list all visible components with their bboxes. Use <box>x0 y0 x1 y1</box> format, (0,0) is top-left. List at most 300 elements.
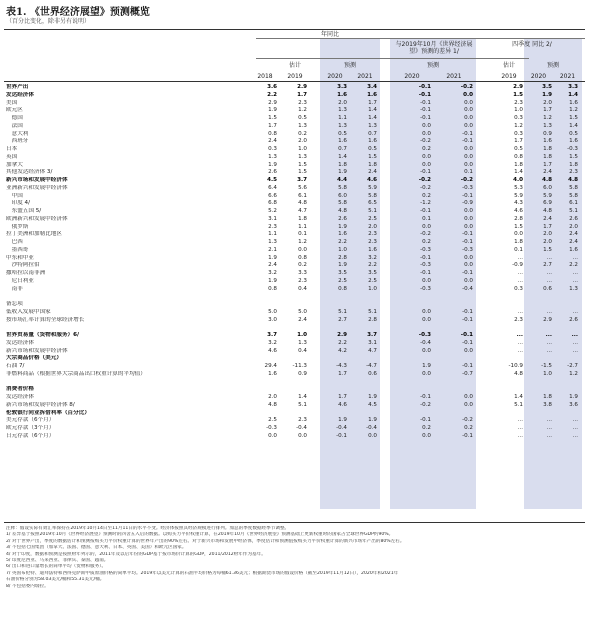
column-gap <box>310 231 320 239</box>
value-cell: ... <box>517 270 523 276</box>
column-gap <box>310 247 320 255</box>
value-cell: 1.6 <box>368 138 377 145</box>
column-gap <box>310 371 320 379</box>
value-cell: 6.1 <box>569 200 578 207</box>
row-label: 新兴市场和发展中经济体 <box>6 177 68 183</box>
value-cell: 4.8 <box>298 200 307 207</box>
column-gap <box>380 100 392 108</box>
row-label: 发达经济体 <box>6 91 34 98</box>
value-cell: 1.2 <box>298 239 307 245</box>
value-cell: -0.1 <box>336 432 347 439</box>
value-cell: -11.3 <box>292 363 307 369</box>
value-cell: 0.7 <box>368 130 377 137</box>
value-cell: 4.2 <box>338 347 347 354</box>
value-cell <box>250 301 280 309</box>
value-cell: 0.8 <box>514 153 523 160</box>
value-cell: 2.3 <box>368 231 377 238</box>
value-cell: 3.3 <box>298 270 307 276</box>
value-cell: 1.6 <box>543 138 552 145</box>
table-row <box>6 278 581 286</box>
table-row <box>6 231 581 239</box>
value-cell: -0.1 <box>420 107 431 114</box>
value-cell: 0.2 <box>464 425 473 431</box>
value-cell <box>392 386 434 394</box>
table-subtitle: （百分比变化，除非另有说明） <box>6 18 91 25</box>
value-cell: ... <box>517 425 523 431</box>
table-row <box>6 239 581 247</box>
value-cell: 5.0 <box>298 308 307 315</box>
value-cell: 4.8 <box>542 177 552 183</box>
value-cell: 0.5 <box>338 130 347 137</box>
value-cell <box>350 293 380 301</box>
column-gap <box>380 355 392 363</box>
footnote: 2/ 对于世界产出，季度的数据估计和预测按购买力平价权重计算的世界年产出的90%左右。对于新兴市场和发展中经济体，季度估计和预测值按购买力平价权重计算的新兴市场年产出的80%左右。 <box>6 538 405 544</box>
year-col-9: 2021 <box>559 73 576 80</box>
value-cell: 1.4 <box>569 122 578 129</box>
value-cell <box>555 386 581 394</box>
table-bottom-rule <box>4 522 585 523</box>
column-gap <box>380 131 392 139</box>
value-cell: 0.0 <box>422 347 431 354</box>
value-cell: -0.1 <box>462 192 473 199</box>
value-cell <box>350 410 380 418</box>
row-label: 德国 <box>6 115 23 121</box>
column-gap <box>310 309 320 317</box>
value-cell: 2.0 <box>298 138 307 145</box>
value-cell: 1.2 <box>298 107 307 114</box>
value-cell: ... <box>572 308 578 315</box>
column-gap <box>380 247 392 255</box>
row-label: 发达经济体 <box>6 394 34 400</box>
value-cell <box>526 324 555 332</box>
row-label: 备忘项 <box>6 301 23 307</box>
table-row <box>6 115 581 123</box>
value-cell: 0.0 <box>514 231 523 238</box>
column-gap <box>380 293 392 301</box>
value-cell: 1.9 <box>368 394 377 400</box>
column-gap <box>310 348 320 356</box>
value-cell: 3.5 <box>368 270 377 276</box>
value-cell: 6.0 <box>543 184 552 191</box>
column-gap <box>476 193 496 201</box>
column-gap <box>476 363 496 371</box>
row-label: 墨西哥 <box>6 246 29 253</box>
row-label: 世界贸易量（货物和服务）6/ <box>6 332 80 338</box>
table-row <box>6 100 581 108</box>
value-cell: 0.0 <box>422 153 431 160</box>
value-cell: 0.0 <box>464 223 473 230</box>
row-label: 伦敦银行同业拆借利率（百分比） <box>6 409 90 416</box>
row-label: 其他发达经济体 3/ <box>6 169 53 176</box>
row-label <box>6 293 250 301</box>
value-cell: -0.4 <box>336 425 347 431</box>
value-cell: -0.3 <box>420 262 431 269</box>
column-gap <box>380 371 392 379</box>
value-cell: 1.7 <box>268 122 277 129</box>
header-forecast-1: 预测 <box>343 62 356 69</box>
table-row <box>6 286 581 294</box>
column-gap <box>310 262 320 270</box>
value-cell: 0.0 <box>422 122 431 129</box>
row-label: 日本 <box>6 146 18 152</box>
value-cell: -0.3 <box>420 246 431 253</box>
column-gap <box>310 115 320 123</box>
row-label: 俄罗斯 <box>6 223 29 230</box>
column-gap <box>310 278 320 286</box>
value-cell: 0.0 <box>298 246 307 253</box>
value-cell: 2.6 <box>569 316 578 323</box>
value-cell: 2.0 <box>543 239 552 245</box>
value-cell: 3.8 <box>543 401 552 408</box>
row-label: 加拿大 <box>6 161 23 168</box>
value-cell: 1.0 <box>298 146 307 152</box>
row-label <box>6 379 250 387</box>
value-cell: 0.5 <box>514 146 523 152</box>
value-cell: 0.0 <box>298 432 307 439</box>
value-cell: 1.6 <box>569 138 578 145</box>
column-gap <box>380 208 392 216</box>
value-cell <box>392 301 434 309</box>
column-gap <box>380 270 392 278</box>
value-cell: 2.4 <box>543 169 552 176</box>
column-gap <box>380 402 392 410</box>
value-cell: 1.1 <box>268 231 277 238</box>
value-cell: 1.5 <box>298 161 307 168</box>
value-cell <box>526 301 555 309</box>
value-cell: 29.4 <box>264 363 277 369</box>
value-cell: 0.0 <box>422 277 431 284</box>
value-cell: 4.8 <box>543 208 552 214</box>
value-cell: 4.0 <box>513 177 523 183</box>
value-cell: 3.1 <box>268 215 277 222</box>
value-cell: 1.8 <box>368 161 377 168</box>
value-cell: -0.1 <box>420 254 431 261</box>
header-yoy: 年同比 <box>320 31 339 38</box>
row-label: 撒哈拉以南非洲 <box>6 270 46 276</box>
value-cell: ... <box>517 417 523 424</box>
value-cell: 2.3 <box>514 316 523 323</box>
table-row <box>6 317 581 325</box>
value-cell: 0.0 <box>464 401 473 408</box>
value-cell: -0.3 <box>420 285 431 292</box>
value-cell: 4.4 <box>337 177 347 183</box>
column-gap <box>476 224 496 232</box>
table-row <box>6 332 581 340</box>
value-cell: 4.7 <box>368 347 377 354</box>
row-label: 印度 4/ <box>6 200 31 207</box>
table-row <box>6 154 581 162</box>
value-cell <box>320 301 350 309</box>
value-cell: 6.9 <box>543 200 552 207</box>
value-cell: 1.5 <box>298 169 307 176</box>
value-cell: 0.8 <box>268 130 277 137</box>
column-gap <box>476 138 496 146</box>
year-col-5: 2020 <box>404 73 420 80</box>
year-col-7: 2019 <box>501 73 517 80</box>
column-gap <box>310 301 320 309</box>
value-cell: 1.5 <box>569 115 578 121</box>
value-cell <box>280 386 310 394</box>
value-cell: 0.6 <box>368 370 377 377</box>
table-row <box>6 107 581 115</box>
value-cell: -0.3 <box>462 246 473 253</box>
row-label: 西班牙 <box>6 138 29 145</box>
value-cell: 1.3 <box>268 239 277 245</box>
year-col-1: 2018 <box>257 73 273 80</box>
value-cell: 2.8 <box>338 254 347 261</box>
value-cell: 0.1 <box>298 231 307 238</box>
column-gap <box>310 193 320 201</box>
value-cell <box>320 410 350 418</box>
value-cell: 5.9 <box>514 192 523 199</box>
value-cell: 5.3 <box>514 184 523 191</box>
value-cell: 2.3 <box>368 239 377 245</box>
footnote: 6/ 出口和进口量增长的简单平均（货物和服务）。 <box>6 564 107 570</box>
row-label: 尼日利亚 <box>6 277 34 284</box>
value-cell: 4.6 <box>268 347 277 354</box>
value-cell: 5.8 <box>368 192 377 199</box>
column-gap <box>476 92 496 100</box>
value-cell: 0.4 <box>298 285 307 292</box>
value-cell: 6.6 <box>268 192 277 199</box>
value-cell <box>392 324 434 332</box>
table-row <box>6 92 581 100</box>
row-label: 欧洲新兴和发展中经济体 <box>6 215 68 222</box>
value-cell: 5.1 <box>368 308 377 315</box>
value-cell: 2.6 <box>268 169 277 176</box>
column-gap <box>310 425 320 433</box>
value-cell: 1.8 <box>569 161 578 168</box>
value-cell: 1.9 <box>268 161 277 168</box>
value-cell: 1.9 <box>422 363 431 369</box>
value-cell: 0.0 <box>463 91 473 98</box>
table-row <box>6 340 581 348</box>
value-cell: 1.2 <box>569 370 578 377</box>
value-cell: 3.5 <box>542 84 552 90</box>
value-cell: 4.3 <box>514 200 523 207</box>
value-cell: 2.9 <box>297 84 307 90</box>
value-cell <box>280 293 310 301</box>
column-gap <box>476 386 496 394</box>
table-row <box>6 410 581 418</box>
value-cell: -0.2 <box>460 177 473 183</box>
column-gap <box>476 177 496 185</box>
value-cell: 0.0 <box>368 432 377 439</box>
value-cell: 1.3 <box>368 122 377 129</box>
value-cell: ... <box>572 417 578 424</box>
value-cell: 5.1 <box>338 308 347 315</box>
value-cell <box>250 386 280 394</box>
value-cell: 4.8 <box>568 177 578 183</box>
value-cell <box>526 379 555 387</box>
value-cell <box>526 386 555 394</box>
value-cell <box>320 355 350 363</box>
table-row <box>6 433 581 441</box>
value-cell: 0.8 <box>268 285 277 292</box>
row-label: 美国 <box>6 99 18 106</box>
value-cell: -0.9 <box>462 200 473 207</box>
column-gap <box>380 216 392 224</box>
value-cell: 0.2 <box>422 192 431 199</box>
column-gap <box>380 162 392 170</box>
row-label: 日元存款（6个月） <box>6 432 55 439</box>
column-gap <box>476 247 496 255</box>
value-cell: 0.0 <box>464 146 473 152</box>
value-cell: -0.3 <box>418 332 431 338</box>
value-cell: 0.9 <box>298 370 307 377</box>
value-cell: 1.9 <box>368 417 377 424</box>
column-gap <box>310 100 320 108</box>
value-cell: 4.5 <box>368 401 377 408</box>
column-gap <box>380 239 392 247</box>
column-gap <box>380 417 392 425</box>
value-cell: 0.0 <box>422 308 431 315</box>
column-gap <box>310 317 320 325</box>
header-mid-rule <box>256 38 585 39</box>
column-gap <box>310 154 320 162</box>
value-cell: 1.5 <box>368 153 377 160</box>
row-label: 消费者价格 <box>6 386 34 393</box>
column-gap <box>310 417 320 425</box>
value-cell <box>392 379 434 387</box>
value-cell: 1.4 <box>514 169 523 176</box>
value-cell: 1.5 <box>268 115 277 121</box>
value-cell: 3.2 <box>368 254 377 261</box>
value-cell: 1.4 <box>298 394 307 400</box>
column-gap <box>380 286 392 294</box>
value-cell <box>392 293 434 301</box>
value-cell: 0.2 <box>422 146 431 152</box>
value-cell: 5.9 <box>368 184 377 191</box>
column-gap <box>310 255 320 263</box>
value-cell: -4.3 <box>336 363 347 369</box>
row-label: 大宗商品价格（美元） <box>6 355 62 362</box>
value-cell: 0.0 <box>464 107 473 114</box>
table-row <box>6 123 581 131</box>
footnotes <box>6 526 583 590</box>
column-gap <box>310 138 320 146</box>
column-gap <box>476 301 496 309</box>
value-cell: 1.0 <box>297 332 307 338</box>
year-col-6: 2021 <box>446 73 462 80</box>
value-cell: -1.5 <box>541 363 552 369</box>
value-cell: 1.4 <box>568 91 578 98</box>
table-row <box>6 177 581 185</box>
table-row <box>6 224 581 232</box>
value-cell: 6.0 <box>338 192 347 199</box>
value-cell: 0.0 <box>464 153 473 160</box>
column-gap <box>476 162 496 170</box>
value-cell <box>434 410 476 418</box>
value-cell: 2.2 <box>569 262 578 269</box>
value-cell: 0.3 <box>514 285 523 292</box>
column-gap <box>476 425 496 433</box>
column-gap <box>380 84 392 92</box>
value-cell: 0.0 <box>422 130 431 137</box>
value-cell <box>350 379 380 387</box>
row-label: 亚洲新兴和发展中经济体 <box>6 184 68 191</box>
column-gap <box>310 169 320 177</box>
value-cell: 3.1 <box>368 339 377 346</box>
value-cell: 0.0 <box>422 370 431 377</box>
value-cell <box>350 355 380 363</box>
value-cell: 2.0 <box>569 223 578 230</box>
column-gap <box>476 340 496 348</box>
value-cell: 2.2 <box>368 262 377 269</box>
value-cell: -4.7 <box>366 363 377 369</box>
value-cell: ... <box>571 332 578 338</box>
forecast-table <box>6 84 581 441</box>
value-cell: 1.4 <box>368 107 377 114</box>
table-row <box>6 301 581 309</box>
value-cell: 2.2 <box>338 339 347 346</box>
value-cell: 5.1 <box>514 401 523 408</box>
value-cell: 2.0 <box>543 99 552 106</box>
value-cell: 1.5 <box>514 223 523 230</box>
value-cell: 1.7 <box>543 161 552 168</box>
value-cell: 6.5 <box>368 200 377 207</box>
value-cell: 1.3 <box>569 285 578 292</box>
value-cell: 6.1 <box>298 192 307 199</box>
value-cell: 0.1 <box>464 169 473 176</box>
value-cell: -2.7 <box>567 363 578 369</box>
column-gap <box>310 293 320 301</box>
value-cell: 1.7 <box>338 370 347 377</box>
value-cell: 0.7 <box>338 146 347 152</box>
column-gap <box>380 255 392 263</box>
footnote: 8/ 不包括委内瑞拉。 <box>6 583 49 589</box>
table-row <box>6 138 581 146</box>
value-cell: 1.6 <box>338 138 347 145</box>
value-cell: 0.0 <box>464 115 473 121</box>
column-gap <box>380 115 392 123</box>
value-cell: -0.4 <box>420 339 431 346</box>
year-col-4: 2021 <box>357 73 373 80</box>
column-gap <box>476 278 496 286</box>
column-gap <box>380 379 392 387</box>
value-cell: 0.0 <box>422 161 431 168</box>
value-cell: ... <box>546 425 552 431</box>
value-cell: 0.1 <box>422 215 431 222</box>
value-cell: -0.1 <box>462 138 473 145</box>
table-row <box>6 247 581 255</box>
value-cell: -0.1 <box>462 239 473 245</box>
value-cell <box>434 379 476 387</box>
column-gap <box>476 107 496 115</box>
value-cell: 1.9 <box>268 277 277 284</box>
value-cell <box>496 355 526 363</box>
value-cell: 1.6 <box>368 246 377 253</box>
value-cell <box>250 355 280 363</box>
value-cell: 2.9 <box>337 332 347 338</box>
column-gap <box>476 433 496 441</box>
column-gap <box>380 340 392 348</box>
value-cell: 2.9 <box>268 99 277 106</box>
value-cell: 1.2 <box>569 107 578 114</box>
table-row <box>6 379 581 387</box>
value-cell: 1.6 <box>569 99 578 106</box>
column-gap <box>310 324 320 332</box>
column-gap <box>310 394 320 402</box>
value-cell: 3.0 <box>268 316 277 323</box>
value-cell: 1.9 <box>338 262 347 269</box>
row-label: 石油 7/ <box>6 363 25 369</box>
column-gap <box>310 177 320 185</box>
column-gap <box>476 379 496 387</box>
value-cell: -0.2 <box>462 417 473 424</box>
value-cell: 0.3 <box>268 146 277 152</box>
value-cell: 1.6 <box>367 91 377 98</box>
